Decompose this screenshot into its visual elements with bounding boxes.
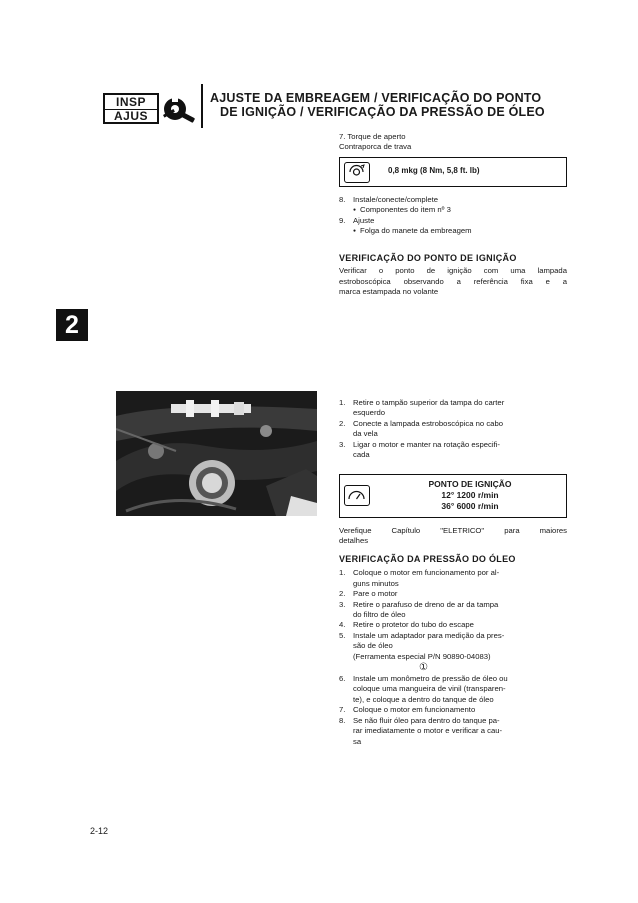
step-num: 9.	[339, 215, 346, 225]
badge-ajus: AJUS	[105, 109, 157, 124]
step-text: Coloque o motor em funcionamento	[353, 705, 476, 715]
step-7-sub: Contraporca de trava	[339, 142, 412, 152]
step-9	[339, 216, 567, 226]
timing-gauge-icon	[344, 485, 370, 506]
badge-insp: INSP	[115, 94, 146, 109]
torque-spec-box	[339, 157, 567, 187]
step-7	[339, 132, 567, 153]
chapter-tab: 2	[56, 309, 88, 341]
page-title	[210, 91, 562, 119]
title-line-2: DE IGNIÇÃO / VERIFICAÇÃO DA PRESSÃO DE ÓLEO	[220, 105, 545, 119]
step-num: 6.	[339, 674, 346, 684]
step-num: 7.	[339, 705, 346, 715]
step-7-title: 7. Torque de aperto	[339, 132, 406, 141]
step-num: 4.	[339, 620, 346, 630]
ignition-steps	[339, 398, 567, 460]
timing-spec-line1: 12° 1200 r/min	[441, 490, 499, 500]
step-num: 8.	[339, 195, 346, 204]
list-item-cont: da vela	[353, 429, 378, 439]
ignition-check-heading: VERIFICAÇÃO DO PONTO DE IGNIÇÃO	[339, 253, 517, 263]
ignition-para-line: Verificar o ponto de ignição com uma lampada	[339, 266, 567, 276]
list-item-cont: são de óleo	[353, 641, 393, 651]
step-text: Se não fluir óleo para dentro do tanque pa-	[353, 715, 500, 725]
list-item	[339, 716, 567, 726]
step-text: Ajuste	[353, 215, 375, 225]
list-item-cont: do filtro de óleo	[353, 610, 406, 620]
list-item-cont: rar imediatamente o motor e verificar a cau-	[353, 726, 503, 736]
timing-spec-box	[339, 474, 567, 518]
list-item	[339, 705, 567, 715]
steps-8-9	[339, 195, 567, 237]
step-text: Ligar o motor e manter na rotação especifi-	[353, 439, 500, 449]
refer-note	[339, 526, 567, 547]
list-item	[339, 419, 567, 429]
list-item-cont: cada	[353, 450, 370, 460]
torque-spec-value: 0,8 mkg (8 Nm, 5,8 ft. lb)	[388, 166, 480, 175]
oil-pressure-heading: VERIFICAÇÃO DA PRESSÃO DO ÓLEO	[339, 554, 516, 564]
step-text: Retire o protetor do tubo do escape	[353, 620, 474, 630]
list-item	[339, 589, 567, 599]
wrench-screwdriver-icon	[159, 93, 199, 124]
step-text: Instale um monômetro de pressão de óleo ou	[353, 674, 508, 684]
step-text: Pare o motor	[353, 589, 398, 599]
header-divider	[201, 84, 203, 128]
step-8	[339, 195, 567, 205]
engine-photo	[116, 391, 317, 516]
step-text: Retire o tampão superior da tampa do carter	[353, 398, 505, 407]
timing-spec-title: PONTO DE IGNIÇÃO	[428, 479, 512, 489]
ignition-para-line: estroboscópica observando a referência fixa e a	[339, 276, 567, 286]
step-num: 1.	[339, 568, 346, 578]
step-num: 2.	[339, 418, 346, 428]
list-item-cont: coloque uma mangueira de vinil (transparen-	[353, 684, 506, 694]
list-item	[339, 398, 567, 408]
refer-note-line: Verefique Capítulo "ELETRICO" para maiores	[339, 526, 567, 535]
step-8-bullet: ● Componentes do item nº 3	[339, 205, 567, 215]
step-num: 2.	[339, 589, 346, 599]
ignition-check-section	[339, 253, 567, 298]
list-item	[339, 440, 567, 450]
list-item-cont: te), e coloque a dentro do tanque de óleo	[353, 694, 494, 704]
step-num: 8.	[339, 715, 346, 725]
list-item	[339, 631, 567, 641]
step-9-bullet: ● Folga do manete da embreagem	[339, 226, 567, 236]
step-text: Instale/conecte/complete	[353, 195, 439, 204]
step-num: 1.	[339, 398, 346, 407]
list-item	[339, 674, 567, 684]
step-text: Retire o parafuso de dreno de ar da tampa	[353, 599, 499, 609]
list-item-cont: (Ferramenta especial P/N 90890-04083)	[353, 651, 491, 661]
torque-wrench-icon	[344, 162, 370, 183]
step-num: 5.	[339, 630, 346, 640]
step-num: 3.	[339, 599, 346, 609]
list-item	[339, 620, 567, 630]
callout-marker: ①	[419, 662, 428, 674]
step-text: Instale um adaptador para medição da pres-	[353, 630, 505, 640]
list-item-cont: esquerdo	[353, 408, 386, 418]
step-num: 3.	[339, 439, 346, 449]
step-text: Coloque o motor em funcionamento por al-	[353, 568, 500, 578]
list-item	[339, 600, 567, 610]
section-badge	[103, 93, 159, 124]
list-item-cont: guns minutos	[353, 578, 399, 588]
page-number: 2-12	[90, 826, 109, 836]
oil-pressure-section	[339, 554, 567, 747]
title-line-1: AJUSTE DA EMBREAGEM / VERIFICAÇÃO DO PONTO	[210, 91, 542, 105]
ignition-para-line: marca estampada no volante	[339, 287, 439, 297]
timing-spec-line2: 36° 6000 r/min	[441, 501, 499, 511]
refer-note-line: detalhes	[339, 536, 369, 546]
list-item	[339, 568, 567, 578]
step-text: Conecte a lampada estroboscópica no cabo	[353, 418, 504, 428]
list-item-cont: sa	[353, 736, 362, 746]
